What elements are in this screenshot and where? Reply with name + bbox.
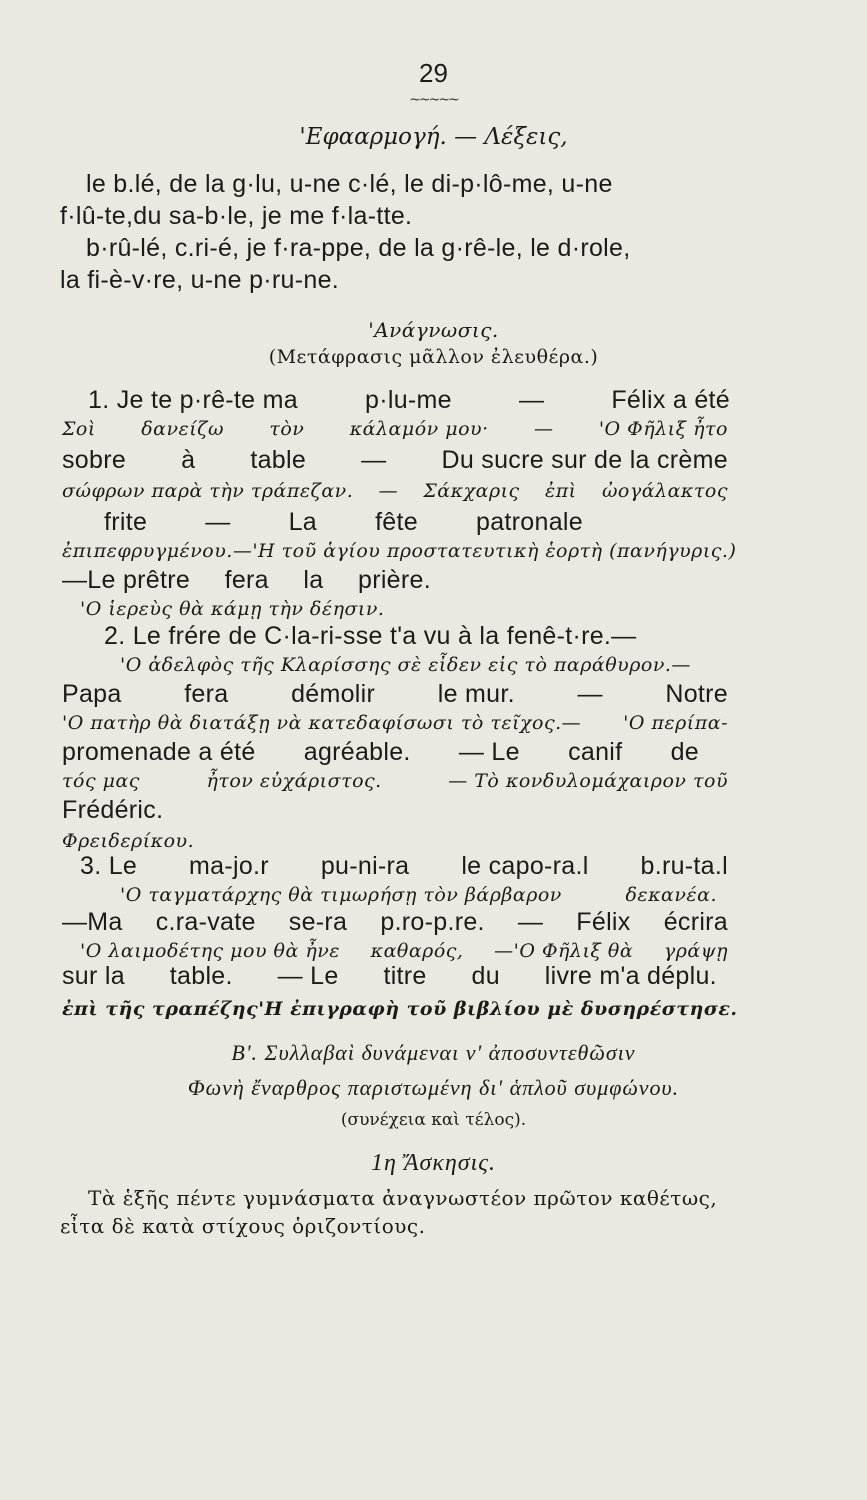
reading-line bbox=[62, 680, 728, 709]
reading-word: écrira bbox=[663, 908, 728, 936]
exercise-title: 1η Ἄσκησις. bbox=[370, 1150, 497, 1176]
reading-word: table bbox=[250, 446, 307, 474]
reading-line bbox=[62, 566, 431, 595]
syllable-line: la fi-è-v·re, u-ne p·ru-ne. bbox=[60, 266, 340, 294]
reading-line bbox=[62, 962, 717, 991]
reading-word: fête bbox=[375, 508, 418, 536]
reading-word: à bbox=[181, 446, 196, 474]
reading-word: Frédéric. bbox=[62, 796, 164, 824]
reading-word: table. bbox=[169, 962, 233, 990]
reading-word: p·lu-me bbox=[365, 386, 452, 414]
reading-word: ma-jo.r bbox=[189, 852, 269, 880]
reading-word: Σάκχαρις bbox=[423, 480, 520, 502]
reading-word: pu-ni-ra bbox=[320, 852, 410, 880]
reading-line bbox=[62, 796, 167, 825]
reading-word: — bbox=[205, 508, 231, 536]
reading-word: 1. Je te p·rê-te ma bbox=[88, 386, 298, 414]
reading-word: ἐπὶ bbox=[545, 480, 577, 502]
reading-word: fera bbox=[184, 680, 229, 708]
reading-word: sur la bbox=[62, 962, 125, 990]
section-b-note: (συνέχεια καὶ τέλος). bbox=[340, 1110, 527, 1130]
reading-word: καθαρός, bbox=[370, 940, 464, 962]
reading-word: livre m'a déplu. bbox=[544, 962, 717, 990]
reading-word: ἐπιπεφρυγμένου.—'Η τοῦ ἁγίου προστατευτικὴ ἑορτὴ (πανήγυρις.) bbox=[62, 540, 737, 562]
reading-word: Félix bbox=[576, 908, 631, 936]
page-number: 29 bbox=[419, 58, 448, 88]
reading-word: 'Ο ταγματάρχης θὰ τιμωρήσῃ τὸν βάρβαρον bbox=[120, 884, 562, 906]
reading-word: 3. Le bbox=[80, 852, 138, 880]
instruction-line: Τὰ ἑξῆς πέντε γυμνάσματα ἀναγνωστέον πρῶτον καθέτως, bbox=[88, 1186, 718, 1210]
reading-line bbox=[62, 738, 699, 767]
reading-line bbox=[104, 508, 583, 537]
reading-line bbox=[62, 540, 737, 562]
section-b-subtitle: Φωνὴ ἔναρθρος παριστωμένη δι' ἁπλοῦ συμφώνου. bbox=[187, 1075, 680, 1100]
reading-word: b.ru-ta.l bbox=[640, 852, 728, 880]
reading-line bbox=[120, 884, 717, 906]
reading-line bbox=[104, 622, 728, 651]
reading-title: 'Ανάγνωσις. bbox=[368, 318, 499, 342]
syllable-line: b·rû-lé, c.ri-é, je f·ra-ppe, de la g·rê-le, le d·role, bbox=[86, 234, 631, 262]
reading-word: 2. Le frére de C·la-ri-sse t'a vu à la fenê-t·re.— bbox=[104, 622, 637, 650]
reading-word: γράψῃ bbox=[663, 940, 728, 962]
reading-line bbox=[62, 446, 728, 475]
reading-line bbox=[120, 654, 728, 676]
reading-word: du bbox=[471, 962, 500, 990]
reading-word: ὠογάλακτος bbox=[601, 480, 728, 502]
reading-line bbox=[62, 712, 728, 734]
reading-subtitle: (Μετάφρασις μᾶλλον ἐλευθέρα.) bbox=[268, 346, 599, 368]
syllable-line: f·lû-te,du sa-b·le, je me f·la-tte. bbox=[60, 202, 413, 230]
reading-word: 'Ο λαιμοδέτης μου θὰ ἦνε bbox=[80, 940, 340, 962]
reading-word: σώφρων παρὰ τὴν τράπεζαν. bbox=[62, 480, 354, 502]
reading-word: de bbox=[670, 738, 699, 766]
reading-word: 'Ο πατὴρ θὰ διατάξῃ νὰ κατεδαφίσωσι τὸ τεῖχος.— bbox=[62, 712, 582, 734]
reading-word: c.ra-vate bbox=[155, 908, 256, 936]
reading-word: Papa bbox=[62, 680, 122, 708]
reading-word: ἐπὶ τῆς τραπέζης bbox=[62, 998, 259, 1020]
reading-word: — bbox=[378, 480, 399, 502]
reading-word: démolir bbox=[291, 680, 376, 708]
section-heading: 'Εφααρμογή. — Λέξεις, bbox=[299, 124, 568, 150]
reading-line bbox=[88, 386, 730, 415]
syllable-line: le b.lé, de la g·lu, u-ne c·lé, le di-p·lô-me, u-ne bbox=[86, 170, 613, 198]
reading-word: τός μας bbox=[62, 770, 140, 792]
reading-word: 'Ο περίπα- bbox=[623, 712, 728, 734]
reading-word: Φρειδερίκου. bbox=[62, 830, 195, 852]
reading-word: τὸν bbox=[269, 418, 305, 440]
reading-word: le capo-ra.l bbox=[461, 852, 589, 880]
reading-line bbox=[62, 418, 728, 440]
reading-word: — bbox=[517, 908, 544, 936]
reading-line bbox=[62, 480, 728, 502]
ornament: ~~~~~ bbox=[409, 92, 458, 108]
reading-word: —'Ο Φῆλιξ θὰ bbox=[494, 940, 634, 962]
reading-word: prière. bbox=[358, 566, 431, 594]
reading-word: —Ma bbox=[62, 908, 123, 936]
reading-line bbox=[80, 852, 728, 881]
reading-word: La bbox=[288, 508, 318, 536]
reading-line bbox=[62, 998, 738, 1020]
reading-word: 'Ο ἀδελφὸς τῆς Κλαρίσσης σὲ εἶδεν εἰς τὸ παράθυρον.— bbox=[120, 654, 691, 676]
reading-word: p.ro-p.re. bbox=[380, 908, 485, 936]
reading-word: — Le bbox=[277, 962, 339, 990]
reading-word: fera bbox=[224, 566, 269, 594]
reading-word: se-ra bbox=[288, 908, 348, 936]
instruction-line: εἶτα δὲ κατὰ στίχους ὁριζοντίους. bbox=[60, 1214, 426, 1238]
reading-word: la bbox=[303, 566, 324, 594]
reading-word: ἦτον εὐχάριστος. bbox=[206, 770, 382, 792]
reading-line bbox=[62, 830, 195, 852]
reading-line bbox=[62, 908, 728, 937]
reading-line bbox=[80, 940, 728, 962]
reading-word: — bbox=[361, 446, 387, 474]
reading-word: — Le bbox=[458, 738, 520, 766]
reading-word: Félix a été bbox=[611, 386, 730, 414]
reading-word: 'Η ἐπιγραφὴ τοῦ βιβλίου μὲ δυσηρέστησε. bbox=[258, 998, 738, 1020]
reading-word: agréable. bbox=[303, 738, 411, 766]
reading-word: — bbox=[533, 418, 554, 440]
reading-word: Notre bbox=[665, 680, 728, 708]
section-b-title: Β'. Συλλαβαὶ δυνάμεναι ν' ἀποσυντεθῶσιν bbox=[231, 1040, 636, 1065]
reading-word: — bbox=[577, 680, 603, 708]
reading-word: — bbox=[518, 386, 545, 414]
reading-word: patronale bbox=[476, 508, 583, 536]
reading-word: 'Ο Φῆλιξ ἦτο bbox=[598, 418, 728, 440]
reading-word: δεκανέα. bbox=[625, 884, 717, 906]
reading-word: le mur. bbox=[437, 680, 515, 708]
reading-word: 'Ο ἱερεὺς θὰ κάμῃ τὴν δέησιν. bbox=[80, 598, 385, 620]
reading-word: δανείζω bbox=[141, 418, 224, 440]
reading-word: Σοὶ bbox=[62, 418, 96, 440]
reading-word: frite bbox=[104, 508, 148, 536]
reading-word: titre bbox=[383, 962, 427, 990]
reading-line bbox=[62, 770, 728, 792]
reading-word: sobre bbox=[62, 446, 127, 474]
reading-word: — Τὸ κονδυλομάχαιρον τοῦ bbox=[448, 770, 728, 792]
reading-word: promenade a été bbox=[62, 738, 256, 766]
reading-word: canif bbox=[568, 738, 623, 766]
reading-word: Du sucre sur de la crème bbox=[441, 446, 728, 474]
reading-line bbox=[80, 598, 417, 620]
reading-word: κάλαμόν μου· bbox=[349, 418, 489, 440]
reading-word: —Le prêtre bbox=[62, 566, 191, 594]
